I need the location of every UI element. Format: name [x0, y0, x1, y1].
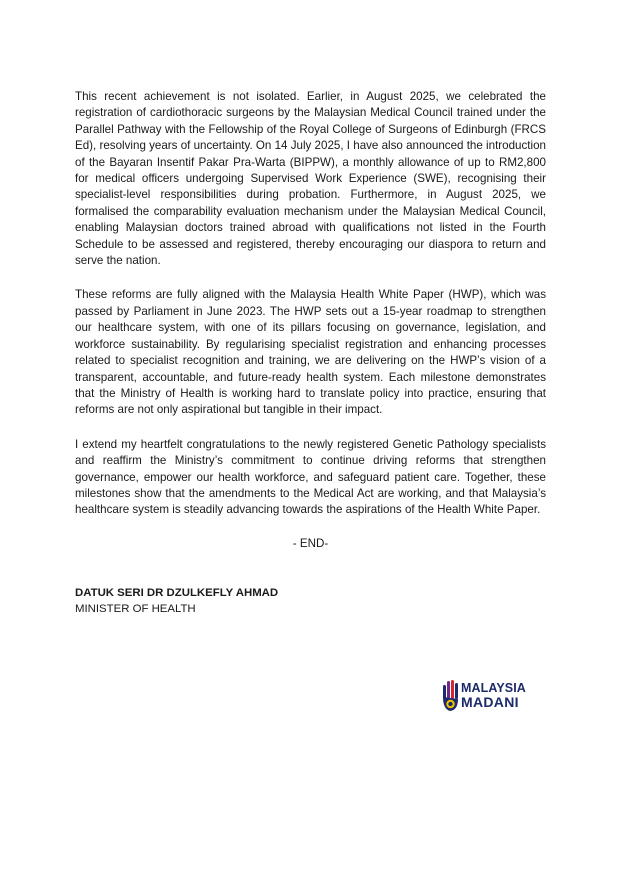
end-marker: - END-	[292, 536, 329, 550]
paragraph-2: These reforms are fully aligned with the Malaysia Health White Paper (HWP), which was passed by Parliament in June 2023. The HWP sets out a 15-year roadmap to strengthen our healthcare system, with one of its pillars focusing on governance, legislation, and workforce sustainability. By regularising specialist registration and enhancing processes related to specialist recognition and training, we are delivering on the HWP’s vision of a transparent, accountable, and future-ready health system. Each milestone demonstrates that the Ministry of Health is working hard to translate policy into practice, ensuring that reforms are not only aspirational but tangible in their impact.	[75, 288, 546, 417]
madani-hand-icon	[441, 677, 461, 717]
paragraph-1: This recent achievement is not isolated. Earlier, in August 2025, we celebrated the registration of cardiothoracic surgeons by the Malaysian Medical Council trained under the Parallel Pathway with the Fellowship of the Royal College of Surgeons of Edinburgh (FRCS Ed), resolving years of uncertainty. On 14 July 2025, I have also announced the introduction of the Bayaran Insentif Pakar Pra-Warta (BIPPW), a monthly allowance of up to RM2,800 for medical officers undergoing Supervised Work Experience (SWE), recognising their specialist-level responsibilities during probation. Furthermore, in August 2025, we formalised the comparability evaluation mechanism under the Malaysian Medical Council, enabling Malaysian doctors trained abroad with qualifications not listed in the Fourth Schedule to be assessed and registered, thereby encouraging our diaspora to return and serve the nation.	[75, 90, 546, 268]
logo-line-malaysia: MALAYSIA	[461, 681, 526, 695]
logo-wordmark	[461, 681, 526, 709]
malaysia-madani-logo	[441, 677, 541, 717]
signatory-title: MINISTER OF HEALTH	[75, 602, 196, 615]
logo-line-madani: MADANI	[461, 694, 519, 710]
document-body	[75, 89, 546, 617]
signatory-name: DATUK SERI DR DZULKEFLY AHMAD	[75, 586, 279, 599]
paragraph-3: I extend my heartfelt congratulations to the newly registered Genetic Pathology specialists and reaffirm the Ministry’s commitment to continue driving reforms that strengthen governance, empower our health workforce, and safeguard patient care. Together, these milestones show that the amendments to the Medical Act are working, and that Malaysia’s healthcare system is steadily advancing towards the aspirations of the Health White Paper.	[75, 437, 546, 517]
